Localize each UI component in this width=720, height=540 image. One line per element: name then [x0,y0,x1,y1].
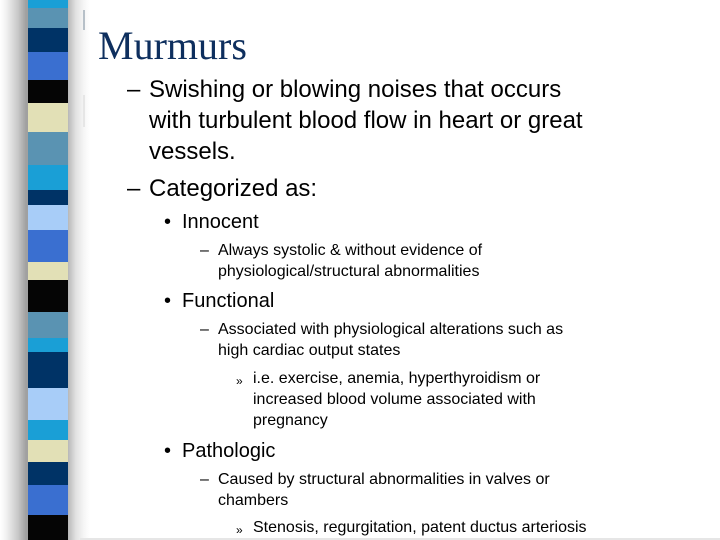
stripe-band [28,8,68,28]
stripe-band [28,230,68,262]
bullet-text: Associated with physiological alterations such as [218,321,564,338]
stripe-band [28,515,68,540]
dash-marker: – [200,321,209,338]
raquo-marker: » [236,374,243,388]
stripe-band [28,132,68,165]
bullet-text: high cardiac output states [218,342,401,359]
decorative-tick-mark [83,10,85,30]
bullet-text: with turbulent blood flow in heart or great [149,107,583,134]
slide-title: Murmurs [98,23,247,68]
stripe-band [28,420,68,440]
bullet-text: Always systolic & without evidence of [218,242,483,259]
bullet-text: increased blood volume associated with [253,391,536,408]
bullet-text: chambers [218,492,289,509]
bullet-text: Stenosis, regurgitation, patent ductus arteriosis [253,519,587,536]
stripe-band [28,190,68,205]
bullet-text: Innocent [182,211,259,233]
dash-marker: – [127,175,141,202]
stripe-band [28,165,68,190]
stripe-band [28,205,68,230]
bullet-text: Pathologic [182,440,276,462]
bullet-text: Categorized as: [149,175,318,202]
dash-marker: – [200,242,209,259]
decorative-tick-mark [83,95,85,127]
dash-marker: – [127,76,141,103]
dash-marker: – [200,471,209,488]
stripe-band [28,440,68,462]
decorative-color-stripe [28,0,68,540]
stripe-band [28,262,68,280]
stripe-band [28,388,68,420]
bullet-text: pregnancy [253,412,328,429]
stripe-band [28,28,68,52]
stripe-band [28,0,68,8]
stripe-band [28,52,68,80]
bullet-text: Caused by structural abnormalities in valves or [218,471,550,488]
bullet-text: vessels. [149,138,236,165]
bullet-text: Swishing or blowing noises that occurs [149,76,562,103]
stripe-band [28,312,68,338]
bullet-dot-marker: • [164,290,172,312]
stripe-band [28,462,68,485]
bullet-dot-marker: • [164,211,172,233]
stripe-band [28,485,68,515]
bullet-text: i.e. exercise, anemia, hyperthyroidism or [253,370,541,387]
stripe-band [28,280,68,312]
stripe-band [28,338,68,352]
bullet-dot-marker: • [164,440,172,462]
stripe-band [28,80,68,103]
stripe-band [28,103,68,132]
bullet-text: physiological/structural abnormalities [218,263,480,280]
raquo-marker: » [236,523,243,537]
bullet-text: Functional [182,290,275,312]
stripe-band [28,352,68,388]
